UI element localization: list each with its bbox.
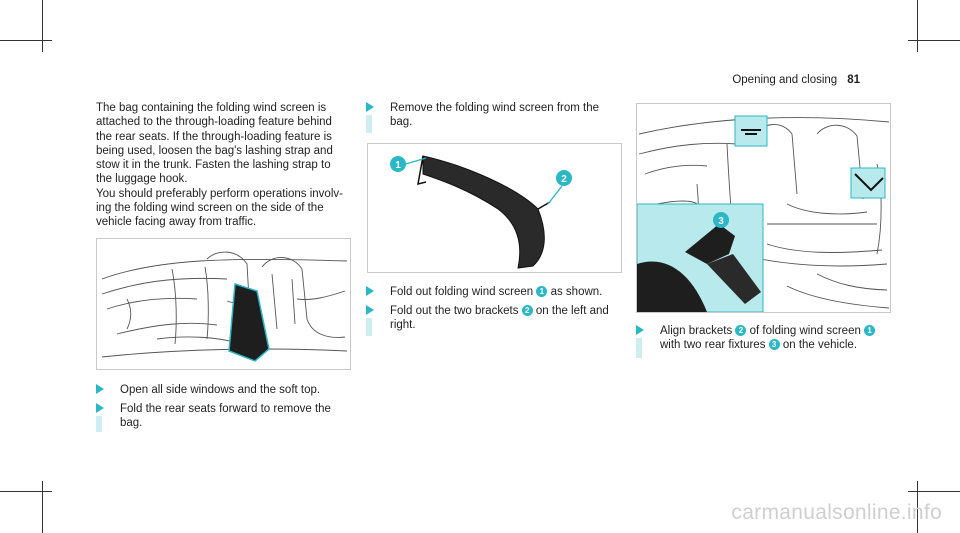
crop-mark (908, 491, 960, 492)
step-text: Open all side windows and the soft top. (120, 384, 321, 396)
page-header (700, 74, 860, 86)
text-line: attached to the through-loading feature behind (96, 116, 332, 129)
vehicle-fixtures-drawing (637, 104, 890, 312)
text-line: the rear seats. If the through-loading feature is (96, 130, 332, 143)
rear-seats-illustration (96, 238, 351, 370)
callout-number-icon: 1 (536, 286, 547, 297)
crop-mark (42, 0, 43, 52)
step-bar (366, 115, 372, 133)
crop-mark (0, 491, 52, 492)
step-text: with two rear fixtures (660, 339, 769, 352)
text-line: The bag containing the folding wind screen is (96, 102, 327, 114)
text-line: You should preferably perform operations involv- (96, 187, 343, 200)
text-line: vehicle facing away from traffic. (96, 216, 257, 229)
step-arrow-icon (636, 325, 644, 335)
intro-paragraph (96, 101, 356, 230)
instruction-step (366, 101, 626, 133)
step-arrow-icon (96, 384, 104, 394)
text-line: ing the folding wind screen on the side of the (96, 202, 324, 215)
step-bar (96, 416, 102, 432)
instruction-step (636, 324, 896, 358)
page-number: 81 (847, 74, 860, 86)
section-title: Opening and closing (732, 74, 838, 86)
step-arrow-icon (96, 403, 104, 413)
instruction-step (366, 304, 626, 336)
callout-number-icon: 2 (522, 305, 533, 316)
step-arrow-icon (366, 305, 374, 315)
crop-mark (908, 40, 960, 41)
rear-seats-drawing (97, 239, 350, 369)
step-text: Fold out the two brackets (390, 305, 522, 317)
step-text: bag. (120, 417, 143, 430)
step-text: Align brackets (660, 325, 736, 337)
text-line: the luggage hook. (96, 173, 188, 186)
instruction-step (96, 383, 356, 401)
callout-number-icon: 1 (864, 325, 875, 336)
crop-mark (42, 481, 43, 533)
callout-label: 1 (395, 160, 401, 171)
step-arrow-icon (366, 102, 374, 112)
step-text: on the left and (532, 305, 609, 317)
step-bar (636, 338, 642, 358)
step-text: Fold the rear seats forward to remove the (120, 403, 331, 415)
step-text: of folding wind screen (746, 325, 865, 337)
callout-label: 2 (561, 174, 567, 185)
text-line: stow it in the trunk. Fasten the lashing strap to (96, 159, 331, 172)
watermark: carmanualsonline.info (731, 501, 942, 524)
step-text: Remove the folding wind screen from the (390, 102, 600, 114)
callout-number-icon: 2 (735, 325, 746, 336)
step-bar (366, 318, 372, 336)
wind-screen-drawing (368, 144, 621, 272)
wind-screen-illustration (367, 143, 622, 273)
step-text: bag. (390, 116, 413, 129)
step-text: on the vehicle. (779, 339, 858, 352)
crop-mark (0, 40, 52, 41)
crop-mark (917, 0, 918, 52)
vehicle-fixtures-illustration (636, 103, 891, 313)
step-text: as shown. (547, 286, 603, 298)
callout-number-icon: 3 (769, 339, 780, 350)
text-line: being used, loosen the bag's lashing strap and (96, 144, 333, 157)
instruction-step (366, 285, 626, 303)
step-text: Fold out folding wind screen (390, 286, 537, 298)
step-arrow-icon (366, 286, 374, 296)
instruction-step (96, 402, 356, 432)
step-text: right. (390, 319, 416, 332)
callout-label: 3 (718, 216, 724, 227)
